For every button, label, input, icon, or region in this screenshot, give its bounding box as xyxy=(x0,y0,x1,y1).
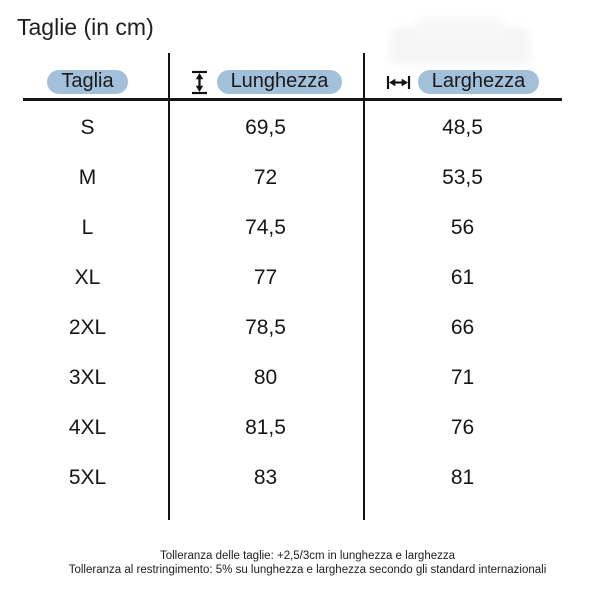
table-body xyxy=(23,103,562,503)
width-value: 61 xyxy=(450,266,475,289)
length-value: 77 xyxy=(253,266,278,289)
length-value: 74,5 xyxy=(245,216,286,239)
table-row-l xyxy=(23,203,562,253)
larghezza-header-label: Larghezza xyxy=(418,70,539,94)
width-value: 66 xyxy=(450,316,475,339)
table-row-5xl xyxy=(23,453,562,503)
header-cell-lunghezza xyxy=(168,70,363,95)
size-label: XL xyxy=(74,266,101,289)
table-row-m xyxy=(23,153,562,203)
header-cell-larghezza xyxy=(363,70,562,94)
width-value: 81 xyxy=(450,466,475,489)
tolerance-note-line1: Tolleranza delle taglie: +2,5/3cm in lunghezza e larghezza xyxy=(159,550,456,562)
vertical-double-arrow-icon xyxy=(189,70,210,95)
length-value: 72 xyxy=(253,166,278,189)
size-label: 2XL xyxy=(68,316,107,339)
lunghezza-header-label: Lunghezza xyxy=(217,70,343,94)
faint-smudge-artifact xyxy=(415,18,505,40)
header-cell-taglia xyxy=(23,70,168,94)
table-row-xl xyxy=(23,253,562,303)
length-value: 69,5 xyxy=(245,116,286,139)
table-row-s xyxy=(23,103,562,153)
taglia-header-label: Taglia xyxy=(47,70,127,94)
size-label: 4XL xyxy=(68,416,107,439)
size-label: 5XL xyxy=(68,466,107,489)
size-label: 3XL xyxy=(68,366,107,389)
width-value: 53,5 xyxy=(442,166,483,189)
table-row-2xl xyxy=(23,303,562,353)
size-label: S xyxy=(80,116,95,139)
width-value: 48,5 xyxy=(442,116,483,139)
table-header-row xyxy=(23,68,562,96)
length-value: 83 xyxy=(253,466,278,489)
size-label: L xyxy=(81,216,94,239)
header-underline xyxy=(23,98,562,101)
width-value: 76 xyxy=(450,416,475,439)
table-row-4xl xyxy=(23,403,562,453)
size-label: M xyxy=(78,166,97,189)
tolerance-notes xyxy=(0,550,615,577)
tolerance-note-line2: Tolleranza al restringimento: 5% su lunghezza e larghezza secondo gli standard internazionali xyxy=(68,563,547,576)
page-title: Taglie (in cm) xyxy=(17,14,154,40)
width-value: 71 xyxy=(450,366,475,389)
horizontal-double-arrow-icon xyxy=(386,74,411,91)
length-value: 78,5 xyxy=(245,316,286,339)
length-value: 81,5 xyxy=(245,416,286,439)
table-row-3xl xyxy=(23,353,562,403)
width-value: 56 xyxy=(450,216,475,239)
length-value: 80 xyxy=(253,366,278,389)
